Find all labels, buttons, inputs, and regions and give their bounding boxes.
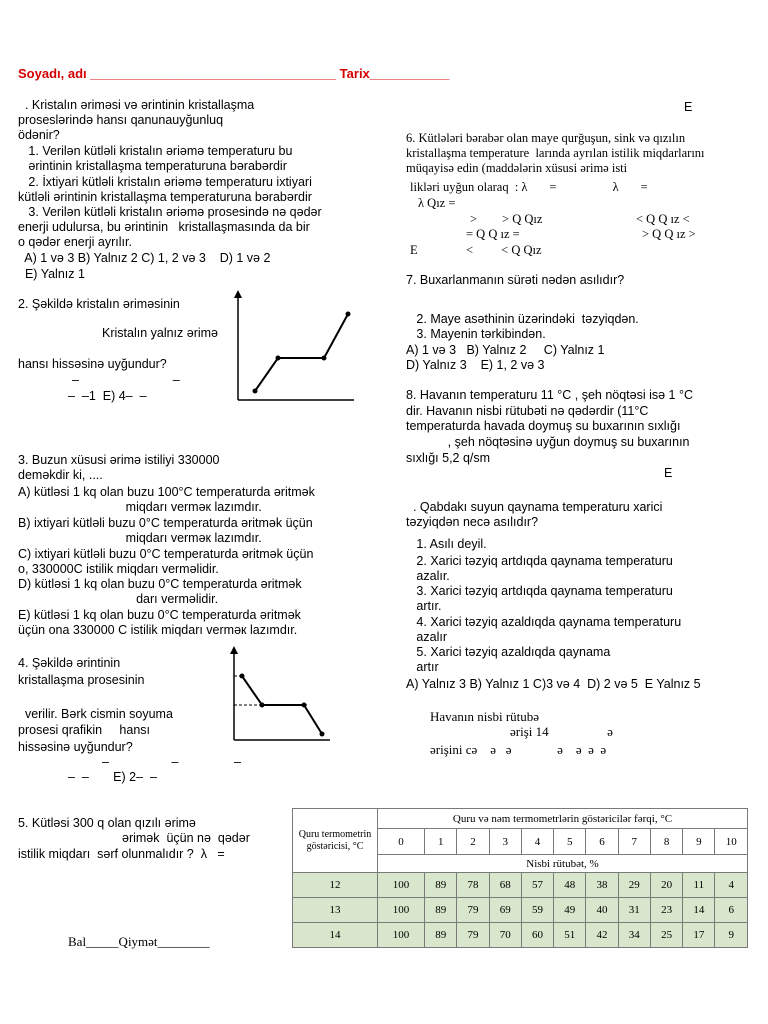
table-cell: 51 — [554, 923, 586, 948]
q1-answers: E) Yalnız 1 — [18, 267, 85, 281]
q9-option: 1. Asılı deyil. — [406, 537, 487, 551]
q4-line: kristallaşma prosesinin — [18, 673, 145, 687]
q9-option: azalır. — [406, 569, 450, 583]
q2-answers: – –1 E) 4– – — [68, 389, 147, 403]
q6-line: likləri uyğun olaraq : λ = λ = — [410, 180, 648, 194]
q6-option: = Q Q ız = — [466, 227, 520, 241]
q1-answers: A) 1 və 3 B) Yalnız 2 C) 1, 2 və 3 D) 1 və 2 — [18, 251, 271, 265]
humidity-table — [292, 808, 748, 948]
table-cell: 17 — [683, 923, 715, 948]
table-cell: 34 — [618, 923, 650, 948]
table-cell: 69 — [489, 898, 521, 923]
table-cell: 0 — [378, 829, 425, 855]
table-header-top: Quru və nəm termometrlərin göstəricilər fərqi, °C — [378, 809, 748, 829]
crystallization-graph — [224, 644, 334, 744]
answer-marker: E — [684, 100, 693, 114]
table-cell: 68 — [489, 873, 521, 898]
table-cell: 3 — [489, 829, 521, 855]
table-header-left: Quru termometrin göstəricisi, °C — [293, 809, 378, 873]
table-cell: 48 — [554, 873, 586, 898]
table-cell: 14 — [293, 923, 378, 948]
table-cell: 29 — [618, 873, 650, 898]
table-cell: 70 — [489, 923, 521, 948]
table-cell: 13 — [293, 898, 378, 923]
table-cell: 57 — [521, 873, 553, 898]
q9-answers: A) Yalnız 3 B) Yalnız 1 C)3 və 4 D) 2 və 5 E Yalnız 5 — [406, 677, 701, 691]
table-cell: 78 — [457, 873, 489, 898]
q1-line: proseslərində hansı qanunauyğunluq — [18, 113, 224, 127]
q3-option: B) ixtiyari kütləli buzu 0°C temperaturda əritmək üçün — [18, 516, 313, 530]
table-cell: 89 — [425, 873, 457, 898]
table-cell: 2 — [457, 829, 489, 855]
q2-line: Kristalın yalnız ərimə — [102, 326, 219, 340]
table-cell: 25 — [650, 923, 682, 948]
q8-line: sıxlığı 5,2 q/sm — [406, 451, 491, 465]
q7-line: 7. Buxarlanmanın sürəti nədən asılıdır? — [406, 273, 625, 287]
q3-option: miqdarı verməк lazımdır. — [18, 500, 262, 514]
q3-option: C) ixtiyari kütləli buzu 0°C temperaturda əritmək üçün — [18, 547, 314, 561]
table-cell: 60 — [521, 923, 553, 948]
q5-line: 5. Kütləsi 300 q olan qızılı ərimə — [18, 816, 196, 830]
melting-graph — [228, 288, 358, 406]
q1-option: enerji udulursa, bu ərintinin kristallaşmasında da bir — [18, 220, 310, 234]
table-cell: 100 — [378, 898, 425, 923]
table-cell: 79 — [457, 923, 489, 948]
table-cell: 20 — [650, 873, 682, 898]
q6-line: 6. Kütlələri bərabər olan maye qurğuşun, sink və qızılın — [406, 131, 686, 145]
humidity-line: ərişini cə ə ə ə ə ə ə — [430, 742, 607, 757]
table-cell: 89 — [425, 923, 457, 948]
q3-option: D) kütləsi 1 kq olan buzu 0°C temperaturda əritmək — [18, 577, 302, 591]
q6-option: E — [410, 243, 418, 257]
q1-line: . Kristalın əriməsi və ərintinin kristallaşma — [18, 98, 255, 112]
table-row — [293, 898, 748, 923]
table-cell: 31 — [618, 898, 650, 923]
q9-option: 2. Xarici təzyiq artdıqda qaynama temperaturu — [406, 554, 673, 568]
q9-option: 4. Xarici təzyiq azaldıqda qaynama temperaturu — [406, 615, 682, 629]
table-cell: 1 — [425, 829, 457, 855]
q8-line: , şeh nöqtəsinə uyğun doymuş su buxarının — [406, 435, 690, 449]
table-cell: 6 — [586, 829, 618, 855]
table-cell: 12 — [293, 873, 378, 898]
q3-option: miqdarı verməк lazımdır. — [18, 531, 262, 545]
table-row — [293, 923, 748, 948]
table-cell: 10 — [715, 829, 748, 855]
q9-option: 3. Xarici təzyiq artdıqda qaynama temperaturu — [406, 584, 673, 598]
q2-line: – – — [72, 373, 180, 387]
q3-line: 3. Buzun xüsusi ərimə istiliyi 330000 — [18, 453, 220, 467]
table-cell: 4 — [715, 873, 748, 898]
table-cell: 9 — [683, 829, 715, 855]
q7-answers: D) Yalnız 3 E) 1, 2 və 3 — [406, 358, 545, 372]
name-date-header: Soyadı, adı __________________________________ Tarix___________ — [18, 66, 450, 81]
q1-option: ərintinin kristallaşma temperaturuna bərabərdir — [18, 159, 287, 173]
table-cell: 59 — [521, 898, 553, 923]
q3-option: E) kütləsi 1 kq olan buzu 0°C temperaturda əritmək — [18, 608, 301, 622]
q5-line: ərimək üçün nə qədər — [122, 831, 250, 845]
table-cell: 42 — [586, 923, 618, 948]
q8-line: temperaturda havada doymuş su buxarının sıxlığı — [406, 419, 681, 433]
q3-option: A) kütləsi 1 kq olan buzu 100°C temperaturda əritmək — [18, 485, 315, 499]
table-row — [293, 873, 748, 898]
q2-line: hansı hissəsinə uyğundur? — [18, 357, 167, 371]
q6-line: λ Qız = — [418, 196, 456, 210]
humidity-line: ərişi 14 ə — [510, 724, 613, 739]
answer-marker: E — [664, 466, 673, 480]
table-cell: 8 — [650, 829, 682, 855]
q9-line: təzyiqdən necə asılıdır? — [406, 515, 539, 529]
q7-option: 2. Maye asəthinin üzərindəki təzyiqdən. — [406, 312, 639, 326]
table-cell: 38 — [586, 873, 618, 898]
q9-option: azalır — [406, 630, 447, 644]
q6-line: müqayisə edin (maddələrin xüsusi ərimə isti — [406, 161, 628, 175]
q9-option: artır. — [406, 599, 442, 613]
table-cell: 7 — [618, 829, 650, 855]
humidity-line: Havanın nisbi rütubə — [430, 709, 540, 724]
q2-line: 2. Şəkildə kristalın əriməsinin — [18, 297, 180, 311]
table-cell: 79 — [457, 898, 489, 923]
table-cell: 9 — [715, 923, 748, 948]
grade-line: Bal_____Qiymət________ — [68, 934, 210, 949]
q6-line: kristallaşma temperature larında ayrılan istilik miqdarlarını — [406, 146, 705, 160]
q8-line: 8. Havanın temperaturu 11 °C , şeh nöqtəsi isə 1 °C — [406, 388, 693, 402]
q6-option: < < Q Qız — [466, 243, 542, 257]
q4-line: prosesi qrafikin hansı — [18, 723, 151, 737]
q6-option: < Q Q ız < — [636, 212, 690, 226]
table-cell: 4 — [521, 829, 553, 855]
table-sub-header: Nisbi rütubət, % — [378, 855, 748, 873]
q1-option: kütləli ərintinin kristallaşma temperaturuna bərabərdir — [18, 190, 312, 204]
table-cell: 5 — [554, 829, 586, 855]
q4-line: verilir. Bərk cismin soyuma — [18, 707, 173, 721]
q6-option: > Q Q ız > — [642, 227, 696, 241]
table-cell: 11 — [683, 873, 715, 898]
q5-line: istilik miqdarı sərf olunmalıdır ? λ = — [18, 847, 225, 861]
q3-line: deməkdir ki, .... — [18, 468, 103, 482]
table-cell: 100 — [378, 923, 425, 948]
q3-option: o, 330000C istilik miqdarı verməlidir. — [18, 562, 219, 576]
table-cell: 6 — [715, 898, 748, 923]
q4-line: – – – — [102, 755, 241, 769]
q1-option: 1. Verilən kütləli kristalın əriəmə temperaturu bu — [18, 144, 293, 158]
q3-option: darı verməlidir. — [18, 592, 219, 606]
q1-option: 2. İxtiyari kütləli kristalın əriəmə temperaturu ixtiyari — [18, 175, 312, 189]
q9-option: artır — [406, 660, 439, 674]
table-cell: 89 — [425, 898, 457, 923]
table-cell: 14 — [683, 898, 715, 923]
q7-option: 3. Mayenin tərkibindən. — [406, 327, 546, 341]
table-cell: 23 — [650, 898, 682, 923]
table-cell: 40 — [586, 898, 618, 923]
table-cell: 49 — [554, 898, 586, 923]
q4-line: 4. Şəkildə ərintinin — [18, 656, 121, 670]
table-cell: 100 — [378, 873, 425, 898]
q4-answers: – – E) 2– – — [68, 770, 157, 784]
q1-option: 3. Verilən kütləli kristalın əriəmə prosesində nə qədər — [18, 205, 322, 219]
q1-line: ödənir? — [18, 128, 60, 142]
q4-line: hissəsinə uyğundur? — [18, 740, 133, 754]
q3-option: üçün ona 330000 C istilik miqdarı verməк lazımdır. — [18, 623, 298, 637]
q9-option: 5. Xarici təzyiq azaldıqda qaynama — [406, 645, 611, 659]
q1-option: o qədər enerji ayrılır. — [18, 235, 132, 249]
q8-line: dir. Havanın nisbi rütubəti nə qədərdir (11°C — [406, 404, 649, 418]
q7-answers: A) 1 və 3 B) Yalnız 2 C) Yalnız 1 — [406, 343, 605, 357]
q6-option: > > Q Qız — [470, 212, 543, 226]
q9-line: . Qabdakı suyun qaynama temperaturu xarici — [406, 500, 663, 514]
